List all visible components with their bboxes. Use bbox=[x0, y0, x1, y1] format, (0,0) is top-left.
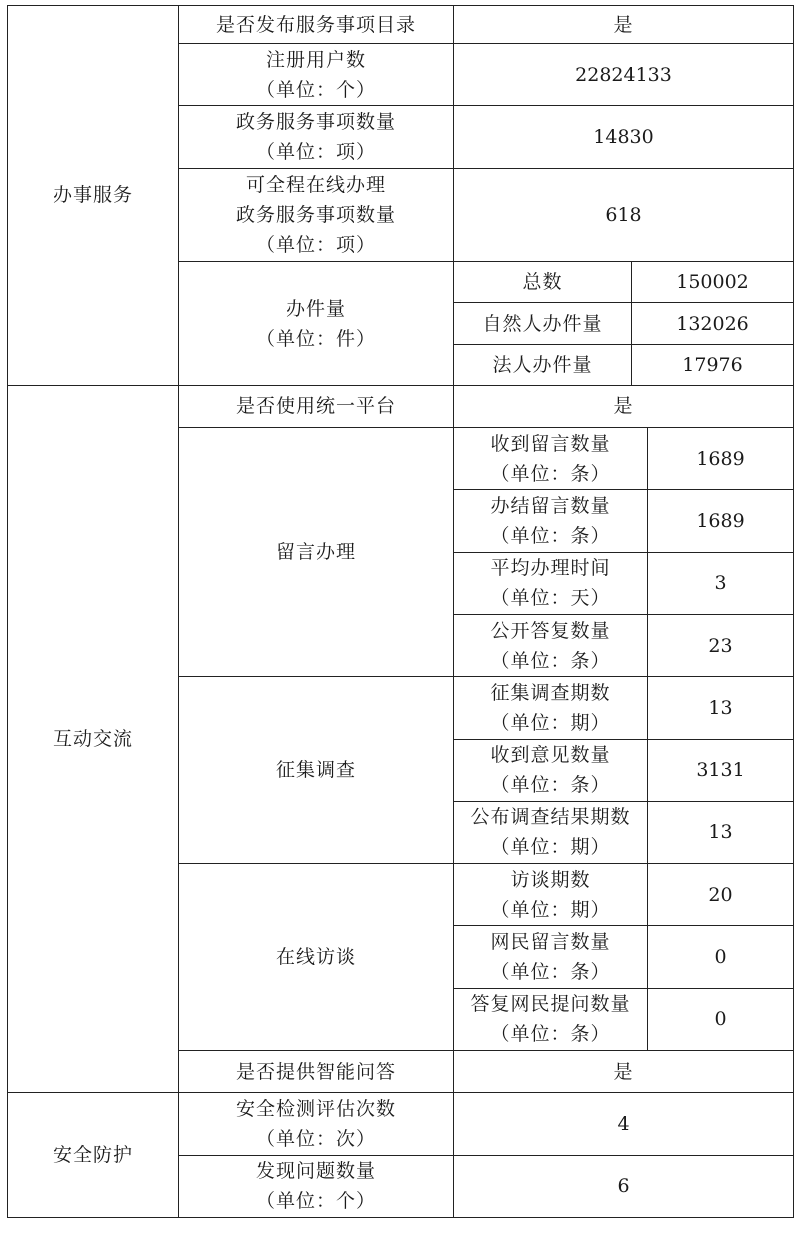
section-interaction-title: 互动交流 bbox=[8, 385, 179, 1092]
survey-periods-value: 13 bbox=[648, 677, 794, 739]
security-issues-label-cell bbox=[179, 1155, 454, 1217]
row-publish-catalog bbox=[8, 6, 794, 44]
case-volume-unit: （单位：件） bbox=[255, 327, 376, 350]
netizen-answers-unit: （单位：条） bbox=[490, 1023, 611, 1046]
interview-periods-label: 访谈期数 bbox=[510, 868, 591, 891]
survey-opinions-unit: （单位：条） bbox=[490, 774, 611, 797]
case-legal-value: 17976 bbox=[632, 344, 794, 385]
registered-users-label: 注册用户数 bbox=[265, 48, 366, 71]
smart-qa-value: 是 bbox=[454, 1051, 794, 1093]
survey-results-value: 13 bbox=[648, 801, 794, 863]
netizen-answers-value: 0 bbox=[648, 988, 794, 1050]
publish-catalog-value: 是 bbox=[454, 6, 794, 44]
registered-users-label-cell bbox=[179, 44, 454, 106]
row-security-assessments bbox=[8, 1093, 794, 1155]
security-issues-value: 6 bbox=[454, 1155, 794, 1217]
case-total-label: 总数 bbox=[454, 262, 632, 303]
security-assessments-label-cell bbox=[179, 1093, 454, 1155]
survey-label: 征集调查 bbox=[179, 677, 454, 864]
service-items-value: 14830 bbox=[454, 106, 794, 168]
messages-avg-time-value: 3 bbox=[648, 552, 794, 614]
survey-opinions-label: 收到意见数量 bbox=[490, 744, 611, 767]
online-items-label-line2: 政务服务事项数量 bbox=[235, 204, 396, 226]
publish-catalog-label: 是否发布服务事项目录 bbox=[179, 6, 454, 44]
messages-avg-time-unit: （单位：天） bbox=[490, 587, 611, 610]
case-natural-value: 132026 bbox=[632, 303, 794, 344]
netizen-messages-value: 0 bbox=[648, 926, 794, 988]
survey-results-unit: （单位：期） bbox=[490, 836, 611, 859]
unified-platform-label: 是否使用统一平台 bbox=[179, 385, 454, 427]
case-volume-label: 办件量 bbox=[285, 297, 346, 320]
registered-users-value: 22824133 bbox=[454, 44, 794, 106]
case-natural-label: 自然人办件量 bbox=[454, 303, 632, 344]
messages-received-unit: （单位：条） bbox=[490, 462, 611, 485]
messages-label: 留言办理 bbox=[179, 428, 454, 677]
netizen-messages-unit: （单位：条） bbox=[490, 961, 611, 984]
survey-opinions-label-cell bbox=[454, 739, 648, 801]
messages-resolved-label: 办结留言数量 bbox=[490, 494, 611, 517]
messages-resolved-unit: （单位：条） bbox=[490, 524, 611, 547]
online-items-label-line1: 可全程在线办理 bbox=[245, 174, 386, 196]
unified-platform-value: 是 bbox=[454, 385, 794, 427]
interview-periods-value: 20 bbox=[648, 864, 794, 926]
survey-periods-unit: （单位：期） bbox=[490, 711, 611, 734]
messages-received-label-cell bbox=[454, 428, 648, 490]
service-items-label: 政务服务事项数量 bbox=[235, 111, 396, 134]
section-security-title: 安全防护 bbox=[8, 1093, 179, 1218]
survey-results-label-cell bbox=[454, 801, 648, 863]
service-items-unit: （单位：项） bbox=[255, 141, 376, 164]
messages-avg-time-label-cell bbox=[454, 552, 648, 614]
security-assessments-unit: （单位：次） bbox=[255, 1127, 376, 1150]
security-issues-unit: （单位：个） bbox=[255, 1190, 376, 1213]
interview-periods-label-cell bbox=[454, 864, 648, 926]
messages-received-label: 收到留言数量 bbox=[490, 432, 611, 455]
security-assessments-value: 4 bbox=[454, 1093, 794, 1155]
messages-received-value: 1689 bbox=[648, 428, 794, 490]
netizen-answers-label: 答复网民提问数量 bbox=[470, 993, 631, 1016]
online-items-value: 618 bbox=[454, 168, 794, 261]
case-total-value: 150002 bbox=[632, 262, 794, 303]
online-items-unit: （单位：项） bbox=[255, 234, 376, 256]
messages-public-replies-value: 23 bbox=[648, 614, 794, 676]
section-service-title: 办事服务 bbox=[8, 6, 179, 386]
survey-periods-label-cell bbox=[454, 677, 648, 739]
security-assessments-label: 安全检测评估次数 bbox=[235, 1097, 396, 1120]
government-website-stats-table bbox=[7, 5, 794, 1218]
messages-public-replies-label: 公开答复数量 bbox=[490, 619, 611, 642]
netizen-answers-label-cell bbox=[454, 988, 648, 1050]
messages-resolved-value: 1689 bbox=[648, 490, 794, 552]
messages-public-replies-label-cell bbox=[454, 614, 648, 676]
netizen-messages-label-cell bbox=[454, 926, 648, 988]
row-unified-platform bbox=[8, 385, 794, 427]
survey-periods-label: 征集调查期数 bbox=[490, 681, 611, 704]
survey-opinions-value: 3131 bbox=[648, 739, 794, 801]
messages-public-replies-unit: （单位：条） bbox=[490, 649, 611, 672]
security-issues-label: 发现问题数量 bbox=[255, 1160, 376, 1183]
interview-periods-unit: （单位：期） bbox=[490, 898, 611, 921]
smart-qa-label: 是否提供智能问答 bbox=[179, 1051, 454, 1093]
online-items-label-cell bbox=[179, 168, 454, 261]
messages-resolved-label-cell bbox=[454, 490, 648, 552]
registered-users-unit: （单位：个） bbox=[255, 78, 376, 101]
messages-avg-time-label: 平均办理时间 bbox=[490, 557, 611, 580]
case-legal-label: 法人办件量 bbox=[454, 344, 632, 385]
survey-results-label: 公布调查结果期数 bbox=[470, 806, 631, 829]
netizen-messages-label: 网民留言数量 bbox=[490, 931, 611, 954]
case-volume-label-cell bbox=[179, 262, 454, 386]
service-items-label-cell bbox=[179, 106, 454, 168]
interviews-label: 在线访谈 bbox=[179, 864, 454, 1051]
